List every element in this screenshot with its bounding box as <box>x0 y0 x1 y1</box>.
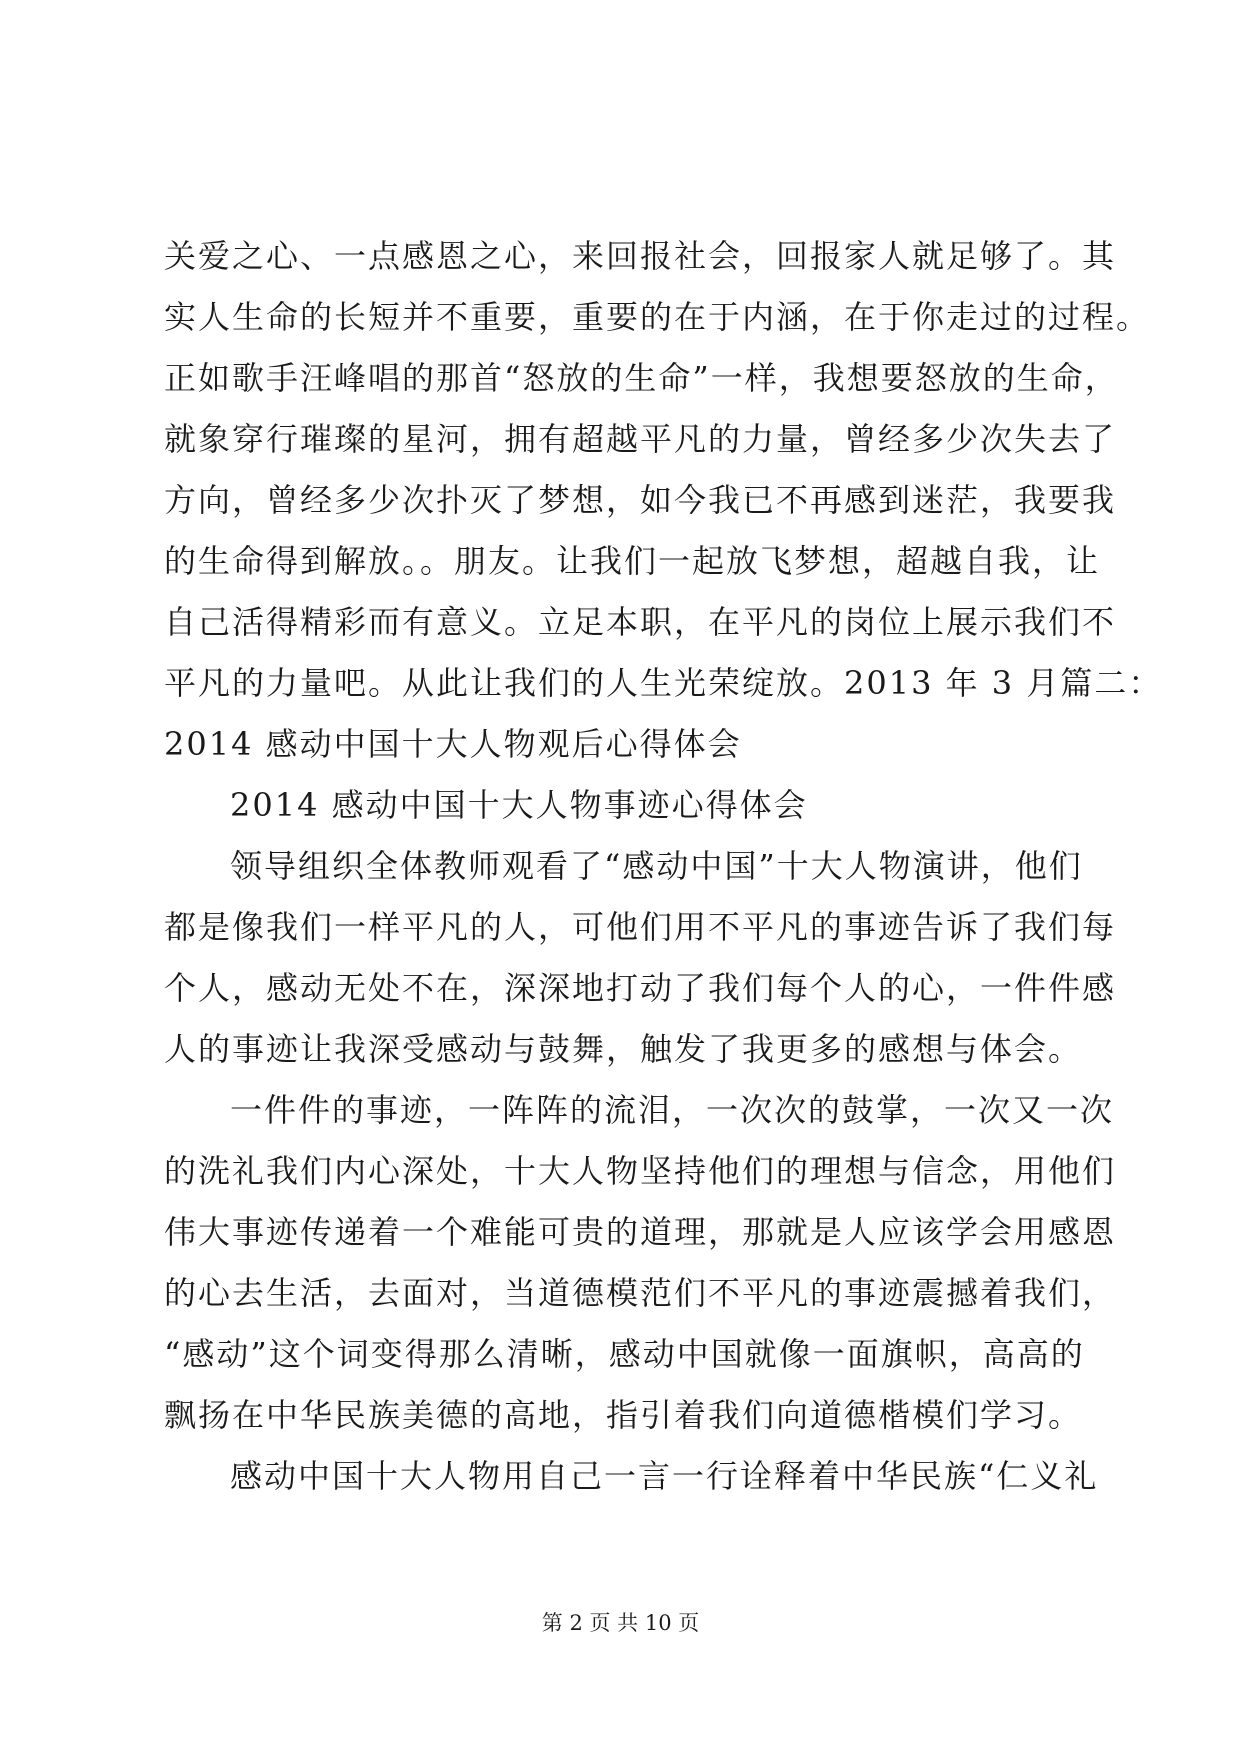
paragraph-start: 感动中国十大人物用自己一言一行诠释着中华民族“仁义礼 <box>230 1457 1099 1495</box>
text-line: 飘扬在中华民族美德的高地，指引着我们向道德楷模们学习。 <box>164 1396 1083 1434</box>
text-line: 方向，曾经多少次扑灭了梦想，如今我已不再感到迷茫，我要我 <box>164 481 1117 519</box>
text-line: 自己活得精彩而有意义。立足本职，在平凡的岗位上展示我们不 <box>164 603 1117 641</box>
text-line: 个人，感动无处不在，深深地打动了我们每个人的心，一件件感 <box>164 969 1117 1007</box>
text-line: 就象穿行璀璨的星河，拥有超越平凡的力量，曾经多少次失去了 <box>164 420 1117 458</box>
text-line: 都是像我们一样平凡的人，可他们用不平凡的事迹告诉了我们每 <box>164 908 1117 946</box>
text-line: 平凡的力量吧。从此让我们的人生光荣绽放。2013 年 3 月篇二： <box>164 664 1163 702</box>
text-line: 的洗礼我们内心深处，十大人物坚持他们的理想与信念，用他们 <box>164 1152 1117 1190</box>
text-line: 伟大事迹传递着一个难能可贵的道理，那就是人应该学会用感恩 <box>164 1213 1117 1251</box>
page-number-label: 第 2 页 共 10 页 <box>541 1611 700 1635</box>
text-line: 正如歌手汪峰唱的那首“怒放的生命”一样，我想要怒放的生命， <box>164 359 1119 397</box>
paragraph-start: 领导组织全体教师观看了“感动中国”十大人物演讲，他们 <box>230 847 1083 885</box>
section-heading: 2014 感动中国十大人物事迹心得体会 <box>230 786 808 824</box>
text-line: “感动”这个词变得那么清晰，感动中国就像一面旗帜，高高的 <box>164 1335 1085 1373</box>
paragraph-start: 一件件的事迹，一阵阵的流泪，一次次的鼓掌，一次又一次 <box>230 1091 1115 1129</box>
text-line: 人的事迹让我深受感动与鼓舞，触发了我更多的感想与体会。 <box>164 1030 1083 1068</box>
document-body <box>164 226 1163 1507</box>
text-line: 的生命得到解放。。朋友。让我们一起放飞梦想，超越自我，让 <box>164 542 1101 580</box>
text-line: 的心去生活，去面对，当道德模范们不平凡的事迹震撼着我们， <box>164 1274 1117 1312</box>
text-line: 2014 感动中国十大人物观后心得体会 <box>164 725 742 763</box>
page-footer <box>0 1609 1241 1637</box>
text-line: 关爱之心、一点感恩之心，来回报社会，回报家人就足够了。其 <box>164 237 1117 275</box>
text-line: 实人生命的长短并不重要，重要的在于内涵，在于你走过的过程。 <box>164 298 1151 336</box>
